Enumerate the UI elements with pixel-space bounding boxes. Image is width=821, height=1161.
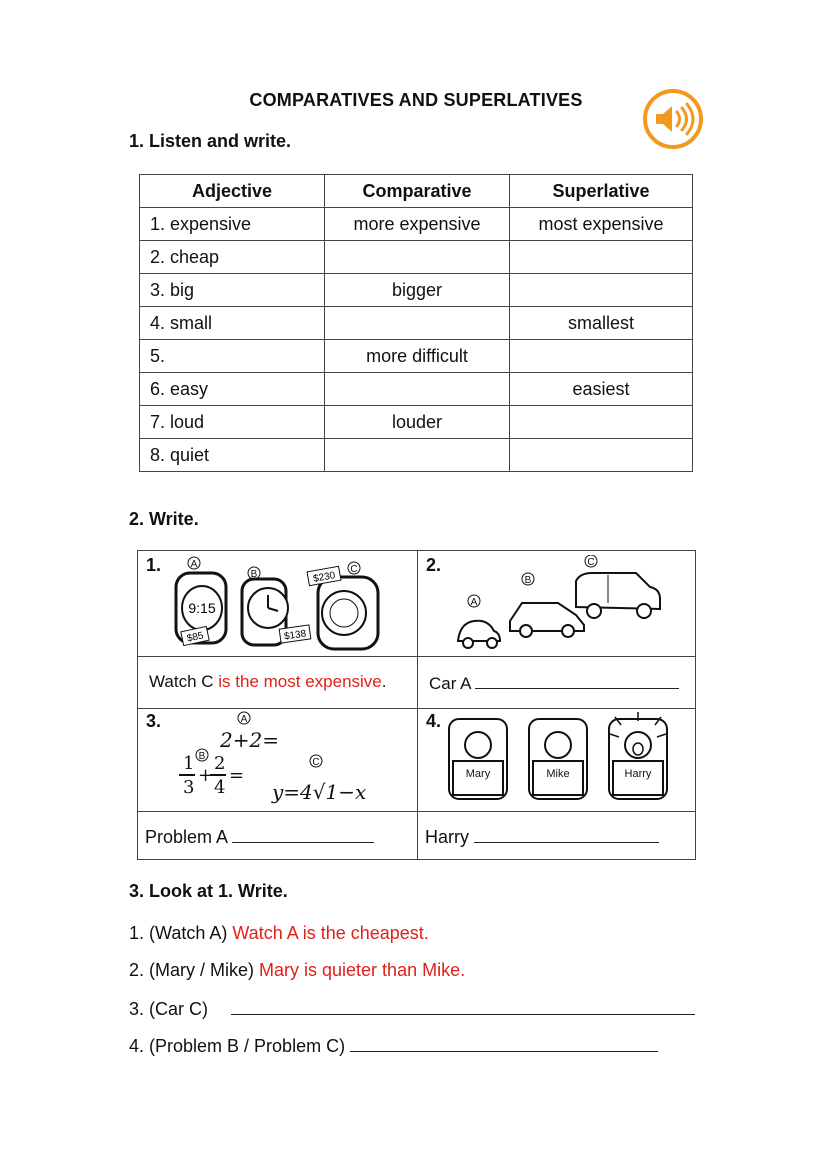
- superlative-cell[interactable]: [510, 274, 693, 307]
- picture-grid: [137, 550, 696, 860]
- table-row: [140, 274, 693, 307]
- cars-illustration: [448, 555, 678, 655]
- item1-prompt: 1. (Watch A): [129, 923, 233, 943]
- problem-a-text: 2+2=: [220, 728, 279, 752]
- table-row: [140, 208, 693, 241]
- superlative-cell[interactable]: easiest: [510, 373, 693, 406]
- item1-answer: Watch A is the cheapest.: [232, 923, 429, 943]
- babies-illustration: [443, 711, 678, 809]
- fraction-denominator-1: 3: [183, 777, 195, 798]
- problems-illustration: [168, 709, 408, 809]
- watch-a-time: 9:15: [188, 600, 216, 616]
- exercise-item: [129, 998, 695, 1020]
- price-c: $230: [312, 570, 337, 585]
- superlative-cell[interactable]: [510, 439, 693, 472]
- fraction-numerator-1: 1: [183, 753, 195, 774]
- cell2-answer-blank[interactable]: [475, 672, 679, 689]
- section2-heading: 2. Write.: [129, 509, 199, 529]
- item2-answer: Mary is quieter than Mike.: [259, 960, 466, 980]
- item4-answer-blank[interactable]: [350, 1035, 658, 1052]
- baby-name-mary: Mary: [465, 768, 491, 780]
- table-header-row: [140, 175, 693, 208]
- superlative-cell[interactable]: smallest: [510, 307, 693, 340]
- exercise-item: [129, 960, 465, 981]
- worksheet-title: COMPARATIVES AND SUPERLATIVES: [249, 90, 583, 110]
- adjective-cell: 7. loud: [140, 406, 325, 439]
- adjective-cell: 6. easy: [140, 373, 325, 406]
- adjective-cell: 2. cheap: [140, 241, 325, 274]
- cell1-caption: [149, 672, 386, 692]
- table-row: [140, 439, 693, 472]
- adjective-cell[interactable]: 5.: [140, 340, 325, 373]
- fraction-numerator-2: 2: [214, 753, 226, 774]
- price-a: $85: [186, 630, 205, 645]
- car-label-a: A: [470, 597, 478, 608]
- adjective-cell: 8. quiet: [140, 439, 325, 472]
- baby-name-harry: Harry: [624, 768, 652, 780]
- cell3-caption: [145, 826, 374, 848]
- item2-prompt: 2. (Mary / Mike): [129, 960, 260, 980]
- label-c: C: [350, 564, 358, 575]
- grid-divider: [417, 551, 418, 859]
- comparative-cell[interactable]: [325, 373, 510, 406]
- comparative-cell[interactable]: bigger: [325, 274, 510, 307]
- table-row: [140, 241, 693, 274]
- table-row: [140, 307, 693, 340]
- label-a: A: [190, 559, 198, 570]
- car-label-c: C: [587, 557, 595, 568]
- comparative-cell[interactable]: more difficult: [325, 340, 510, 373]
- cell1-prefix: Watch C: [149, 672, 219, 691]
- comparative-cell[interactable]: [325, 439, 510, 472]
- superlative-cell[interactable]: [510, 241, 693, 274]
- grid-divider: [138, 811, 695, 812]
- cell-number: 4.: [426, 711, 442, 731]
- cell3-answer-blank[interactable]: [232, 826, 374, 843]
- item3-answer-blank[interactable]: [231, 998, 695, 1015]
- header-adjective: Adjective: [140, 175, 325, 208]
- comparative-cell[interactable]: [325, 307, 510, 340]
- problem-c-text: y=4√1−x: [272, 780, 367, 804]
- header-comparative: Comparative: [325, 175, 510, 208]
- cell3-prefix: Problem A: [145, 827, 228, 847]
- cell4-caption: [425, 826, 659, 848]
- svg-text:=: =: [229, 765, 245, 786]
- label-b: B: [250, 569, 258, 580]
- table-row: [140, 373, 693, 406]
- cell4-answer-blank[interactable]: [474, 826, 659, 843]
- car-label-b: B: [524, 575, 532, 586]
- cell-number: 3.: [146, 711, 162, 731]
- item3-prompt: 3. (Car C): [129, 999, 209, 1019]
- problem-label-a: A: [240, 714, 248, 725]
- cell2-prefix: Car A: [429, 674, 471, 693]
- problem-label-b: B: [198, 751, 206, 762]
- problem-label-c: C: [312, 757, 320, 768]
- item4-prompt: 4. (Problem B / Problem C): [129, 1036, 351, 1056]
- cell1-suffix: .: [381, 672, 387, 691]
- exercise-item: [129, 923, 429, 944]
- comparative-cell[interactable]: [325, 241, 510, 274]
- adjective-cell: 3. big: [140, 274, 325, 307]
- table-row: [140, 406, 693, 439]
- cell-number: 2.: [426, 555, 442, 575]
- comparative-cell[interactable]: louder: [325, 406, 510, 439]
- superlative-cell[interactable]: [510, 406, 693, 439]
- superlative-cell[interactable]: most expensive: [510, 208, 693, 241]
- header-superlative: Superlative: [510, 175, 693, 208]
- cell2-caption: [429, 672, 679, 694]
- adjective-cell: 1. expensive: [140, 208, 325, 241]
- table-row: [140, 340, 693, 373]
- section1-heading: 1. Listen and write.: [129, 131, 292, 151]
- watches-illustration: [168, 553, 393, 653]
- cell1-answer: is the most expensive: [218, 672, 382, 691]
- adjective-table: [139, 174, 693, 472]
- svg-text:+: +: [198, 765, 214, 786]
- cell-number: 1.: [146, 555, 162, 575]
- comparative-cell[interactable]: more expensive: [325, 208, 510, 241]
- grid-divider: [138, 656, 695, 657]
- cell4-prefix: Harry: [425, 827, 469, 847]
- fraction-denominator-2: 4: [214, 777, 226, 798]
- speaker-icon[interactable]: [642, 88, 704, 150]
- price-b: $138: [283, 628, 307, 643]
- adjective-cell: 4. small: [140, 307, 325, 340]
- superlative-cell[interactable]: [510, 340, 693, 373]
- baby-name-mike: Mike: [546, 768, 570, 780]
- exercise-item: [129, 1035, 658, 1057]
- section3-heading: 3. Look at 1. Write.: [129, 881, 288, 901]
